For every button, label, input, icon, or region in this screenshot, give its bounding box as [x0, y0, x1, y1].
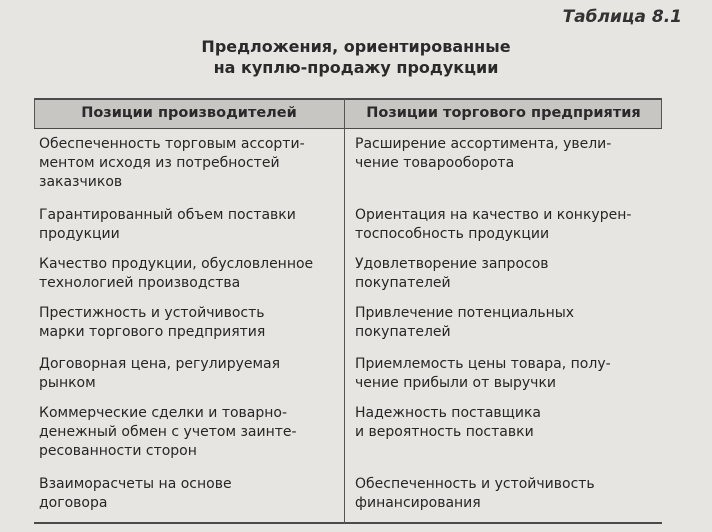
header-producers: Позиции производителей [81, 105, 297, 121]
table-header-rule [34, 128, 662, 129]
row-5-trade-enterprise: Приемлемость цены товара, полу- чение прибыли от выручки [355, 356, 611, 391]
column-divider [344, 98, 345, 524]
row-7-producers: Взаиморасчеты на основе договора [39, 476, 232, 511]
comparison-table [34, 98, 662, 524]
row-6-producers: Коммерческие сделки и товарно- денежный обмен с учетом заинте- ресованности сторон [39, 405, 297, 459]
row-2-trade-enterprise: Ориентация на качество и конкурен- тоспособность продукции [355, 207, 632, 242]
row-7-trade-enterprise: Обеспеченность и устойчивость финансирования [355, 476, 595, 511]
title-line-2: на куплю-продажу продукции [213, 58, 499, 77]
row-4-trade-enterprise: Привлечение потенциальных покупателей [355, 305, 575, 340]
row-5-producers: Договорная цена, регулируемая рынком [39, 356, 281, 391]
row-3-producers: Качество продукции, обусловленное технологией производства [39, 256, 314, 291]
row-1-trade-enterprise: Расширение ассортимента, увели- чение товарооборота [355, 136, 612, 171]
title-line-1: Предложения, ориентированные [201, 37, 511, 56]
row-1-producers: Обеспеченность торговым ассорти- ментом исходя из потребностей заказчиков [39, 136, 305, 190]
table-bottom-rule [34, 522, 662, 524]
row-2-producers: Гарантированный объем поставки продукции [39, 207, 296, 242]
table-caption: Таблица 8.1 [562, 7, 682, 27]
row-6-trade-enterprise: Надежность поставщика и вероятность поставки [355, 405, 542, 440]
row-4-producers: Престижность и устойчивость марки торгового предприятия [39, 305, 266, 340]
header-trade-enterprise: Позиции торгового предприятия [366, 105, 641, 121]
table-title [0, 36, 712, 78]
row-3-trade-enterprise: Удовлетворение запросов покупателей [355, 256, 549, 291]
